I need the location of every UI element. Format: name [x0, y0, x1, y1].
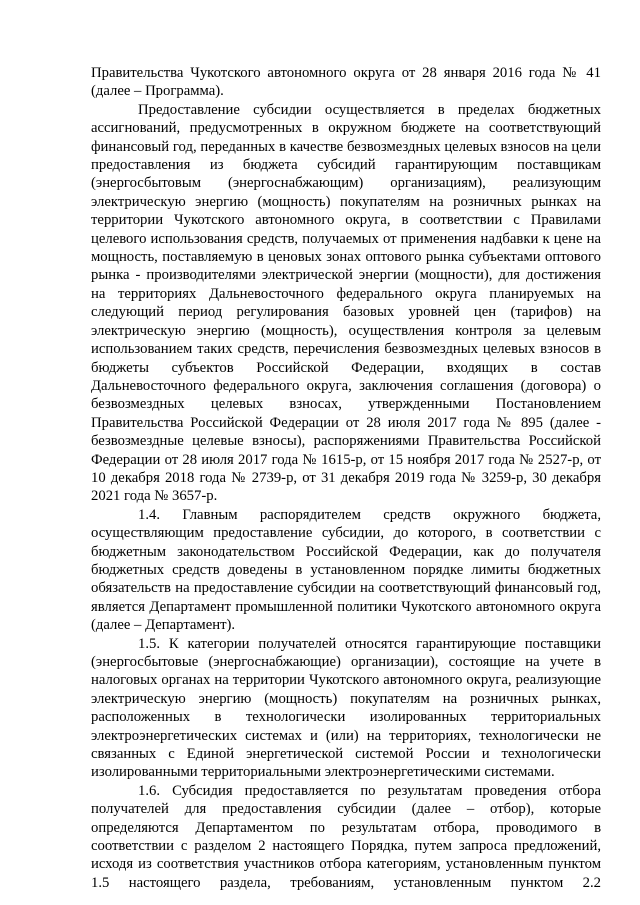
paragraph-program-reference: Правительства Чукотского автономного округа от 28 января 2016 года № 41 (далее – Программа). — [91, 65, 601, 100]
paragraph-1-6-selection: 1.6. Субсидия предоставляется по результатам проведения отбора получателей для предоставления субсидии (далее – отбор), которые определяются Департаментом по результатам отбора, проводимого в соответствии с разделом 2 настоящего Порядка, путем запроса предложений, исходя из соответствия участников отбора категориям, установленным пунктом 1.5 настоящего раздела, требованиям, установленным пунктом 2.2 — [91, 782, 601, 891]
document-page — [91, 64, 601, 892]
paragraph-subsidy-provision: Предоставление субсидии осуществляется в пределах бюджетных ассигнований, предусмотренных в окружном бюджете на соответствующий финансовый год, переданных в качестве безвозмездных целевых взносов на цели предоставления из бюджета субсидий гарантирующим поставщикам (энергосбытовым (энергоснабжающим) организациям), реализующим электрическую энергию (мощность) покупателям на розничных рынках на территории Чукотского автономного округа, в соответствии с Правилами целевого использования средств, получаемых от применения надбавки к цене на мощность, поставляемую в ценовых зонах оптового рынка субъектами оптового рынка - производителями электрической энергии (мощности), для достижения на территориях Дальневосточного федерального округа планируемых на следующий период регулирования базовых уровней цен (тарифов) на электрическую энергию (мощность), осуществления контроля за целевым использованием таких средств, перечисления безвозмездных целевых взносов в бюджеты субъектов Российской Федерации, входящих в состав Дальневосточного федерального округа, заключения соглашения (договора) о безвозмездных целевых взносах, утвержденными Постановлением Правительства Российской Федерации от 28 июля 2017 года № 895 (далее - безвозмездные целевые взносы), распоряжениями Правительства Российской Федерации от 28 июля 2017 года № 1615-р, от 15 ноября 2017 года № 2527-р, от 10 декабря 2018 года № 2739-р, от 31 декабря 2019 года № 3259-р, 30 декабря 2021 года № 3657-р. — [91, 101, 601, 505]
paragraph-1-5-recipient-category: 1.5. К категории получателей относятся гарантирующие поставщики (энергосбытовые (энергоснабжающие) организации), состоящие на учете в налоговых органах на территории Чукотского автономного округа, реализующие электрическую энергию (мощность) покупателям на розничных рынках, расположенных в технологически изолированных территориальных электроэнергетических системах и (или) на территориях, технологически не связанных с Единой энергетической системой России и технологически изолированными территориальными электроэнергетическими системами. — [91, 635, 601, 781]
paragraph-1-4-main-administrator: 1.4. Главным распорядителем средств окружного бюджета, осуществляющим предоставление субсидии, до которого, в соответствии с бюджетным законодательством Российской Федерации, как до получателя бюджетных средств доведены в установленном порядке лимиты бюджетных обязательств на предоставление субсидии на соответствующий финансовый год, является Департамент промышленной политики Чукотского автономного округа (далее – Департамент). — [91, 506, 601, 634]
